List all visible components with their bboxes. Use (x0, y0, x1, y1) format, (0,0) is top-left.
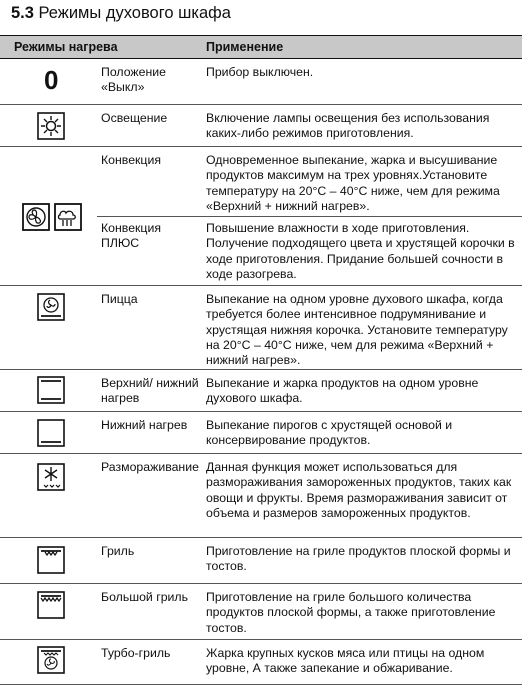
mode-name: Конвекция ПЛЮС (101, 221, 161, 251)
convection-plus-icon (54, 203, 82, 231)
section-number: 5.3 (11, 4, 34, 22)
row-divider (97, 216, 522, 217)
mode-description: Приготовление на гриле продуктов плоской формы и тостов. (206, 544, 511, 574)
full-grill-icon (37, 591, 65, 619)
mode-description: Прибор выключен. (206, 65, 314, 79)
mode-name: Конвекция (101, 153, 161, 167)
table-row (0, 640, 522, 685)
mode-name: Освещение (101, 111, 168, 125)
table-row (0, 412, 522, 454)
table-row (0, 286, 522, 370)
mode-description: Выпекание пирогов с хрустящей основой и консервирование продуктов. (206, 418, 453, 448)
top-bottom-heat-icon (37, 376, 65, 404)
mode-description: Приготовление на гриле большого количества продуктов плоской формы, а также приготовление тостов. (206, 590, 496, 635)
table-header (0, 35, 522, 59)
mode-description: Одновременное выпекание, жарка и высушивание продуктов максимум на трех уровнях.Установите температуру на 20°C – 40°C ниже, чем для режима «Верхний + нижний нагрев». (206, 153, 500, 213)
grill-icon (37, 546, 65, 574)
mode-description: Жарка крупных кусков мяса или птицы на одном уровне, А также запекание и обжаривание. (206, 646, 485, 676)
table-row (0, 454, 522, 538)
convection-icon (22, 203, 50, 231)
mode-name: Турбо-гриль (101, 646, 171, 660)
mode-name: Положение «Выкл» (101, 65, 166, 95)
lamp-icon (37, 112, 65, 140)
pizza-icon (37, 293, 65, 321)
section-title-text: Режимы духового шкафа (38, 4, 231, 22)
mode-description: Данная функция может использоваться для размораживания замороженных продуктов, таких как овощи и фрукты. Время размораживания зависит от объема и размеров замороженных продуктов. (206, 460, 512, 520)
mode-name: Размораживание (101, 460, 199, 474)
table-row (0, 105, 522, 147)
defrost-icon (37, 463, 65, 491)
table-row (0, 538, 522, 584)
section-title (11, 4, 231, 23)
table-row (0, 59, 522, 105)
zero-symbol: 0 (44, 65, 59, 95)
mode-description: Повышение влажности в ходе приготовления. Получение подходящего цвета и хрустящей корочки в ходе приготовления. Придание большей сочности в ходе разогрева. (206, 221, 515, 281)
bottom-heat-icon (37, 419, 65, 447)
table-row (0, 370, 522, 412)
mode-name: Гриль (101, 544, 135, 558)
header-usage: Применение (206, 40, 284, 54)
mode-name: Нижний нагрев (101, 418, 188, 432)
table-row (0, 147, 522, 286)
mode-name: Пицца (101, 292, 138, 306)
table-row (0, 584, 522, 640)
mode-description: Включение лампы освещения без использования каких-либо режимов приготовления. (206, 111, 490, 141)
mode-name: Большой гриль (101, 590, 188, 604)
turbo-grill-icon (37, 646, 65, 674)
mode-description: Выпекание и жарка продуктов на одном уровне духового шкафа. (206, 376, 479, 406)
header-modes: Режимы нагрева (14, 40, 118, 54)
mode-name: Верхний/ нижний нагрев (101, 376, 199, 406)
mode-description: Выпекание на одном уровне духового шкафа, когда требуется более интенсивное подрумянивание и хрустящая нижняя корочка. Установите температуру на 20°C – 40°C ниже, чем для режима «Верхний + нижний нагрев». (206, 292, 508, 368)
